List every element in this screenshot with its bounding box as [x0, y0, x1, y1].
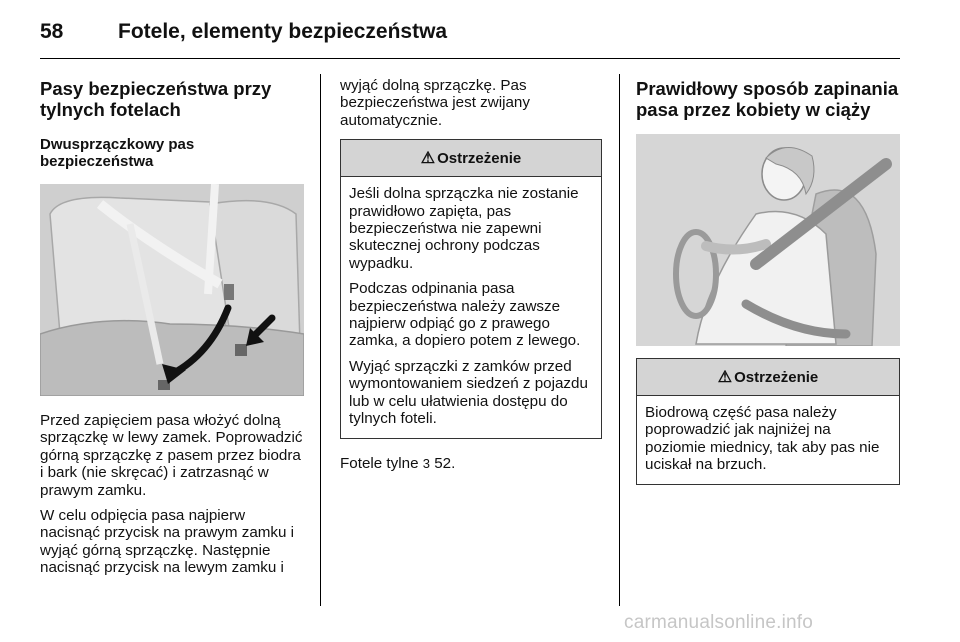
- warning-body: [341, 177, 601, 437]
- reference-text: Fotele tylne: [340, 454, 419, 472]
- section-heading-pregnant-women: Prawidłowy sposób zapinania pasa przez kobiety w ciąży: [636, 78, 899, 120]
- warning-triangle-icon: ⚠: [717, 369, 733, 386]
- watermark: carmanualsonline.info: [624, 612, 814, 633]
- paragraph: Przed zapięciem pasa włożyć dolną sprzączkę w lewy zamek. Poprowadzić górną sprzączkę z pasem przez biodra i bark (nie skręcać) i zatrzasnąć w prawym zamku.: [40, 412, 303, 499]
- subheading-two-buckle-belt: Dwusprzączkowy pas bezpieczeństwa: [40, 136, 195, 170]
- page-title: Fotele, elementy bezpieczeństwa: [118, 20, 448, 43]
- pregnant-woman-belt-illustration: [636, 134, 900, 346]
- rear-seat-belt-illustration: [40, 184, 304, 396]
- page-header: [40, 14, 900, 58]
- column-divider-1: [320, 74, 321, 606]
- reference-page: 52.: [434, 454, 456, 472]
- warning-box-pregnancy: [636, 358, 900, 485]
- warning-header: [341, 140, 601, 177]
- column-1: [40, 70, 304, 585]
- pregnant-woman-illustration-graphic: [636, 134, 900, 346]
- section-heading-rear-belts: Pasy bezpieczeństwa przy tylnych fotelach: [40, 78, 272, 120]
- warning-box-buckles: [340, 139, 602, 438]
- warning-header: [637, 359, 899, 396]
- paragraph: W celu odpięcia pasa najpierw nacisnąć przycisk na prawym zamku i wyjąć górną sprzączkę. Następnie nacisnąć przycisk na lewym zamku i: [40, 507, 295, 577]
- paragraph-continued: wyjąć dolną sprzączkę. Pas bezpieczeństwa jest zwijany automatycznie.: [340, 77, 530, 129]
- header-divider: [40, 58, 900, 59]
- rear-seat-illustration-graphic: [40, 184, 304, 396]
- warning-title: Ostrzeżenie: [734, 368, 819, 386]
- column-divider-2: [619, 74, 620, 606]
- col1-text: [40, 412, 304, 577]
- warning-body: [637, 396, 899, 484]
- warning-title: Ostrzeżenie: [437, 149, 522, 167]
- column-2: [340, 70, 602, 480]
- page-number: 58: [40, 20, 64, 43]
- column-3: [636, 70, 900, 485]
- warning-paragraph: Biodrową część pasa należy poprowadzić jak najniżej na poziomie miednicy, tak aby pas nie uciskał na brzuch.: [645, 404, 880, 474]
- warning-paragraph: Wyjąć sprzączki z zamków przed wymontowaniem siedzeń z pojazdu lub w celu ułatwienia dostępu do tylnych foteli.: [349, 357, 588, 428]
- cross-reference: [340, 455, 602, 472]
- reference-arrow-icon: 3: [422, 455, 430, 471]
- warning-paragraph: Jeśli dolna sprzączka nie zostanie prawidłowo zapięta, pas bezpieczeństwa nie zapewni skutecznej ochrony podczas wypadku.: [349, 185, 579, 272]
- warning-paragraph: Podczas odpinania pasa bezpieczeństwa należy zawsze najpierw odpiąć go z prawego zamka, a dopiero potem z lewego.: [349, 280, 581, 350]
- warning-triangle-icon: ⚠: [420, 150, 436, 168]
